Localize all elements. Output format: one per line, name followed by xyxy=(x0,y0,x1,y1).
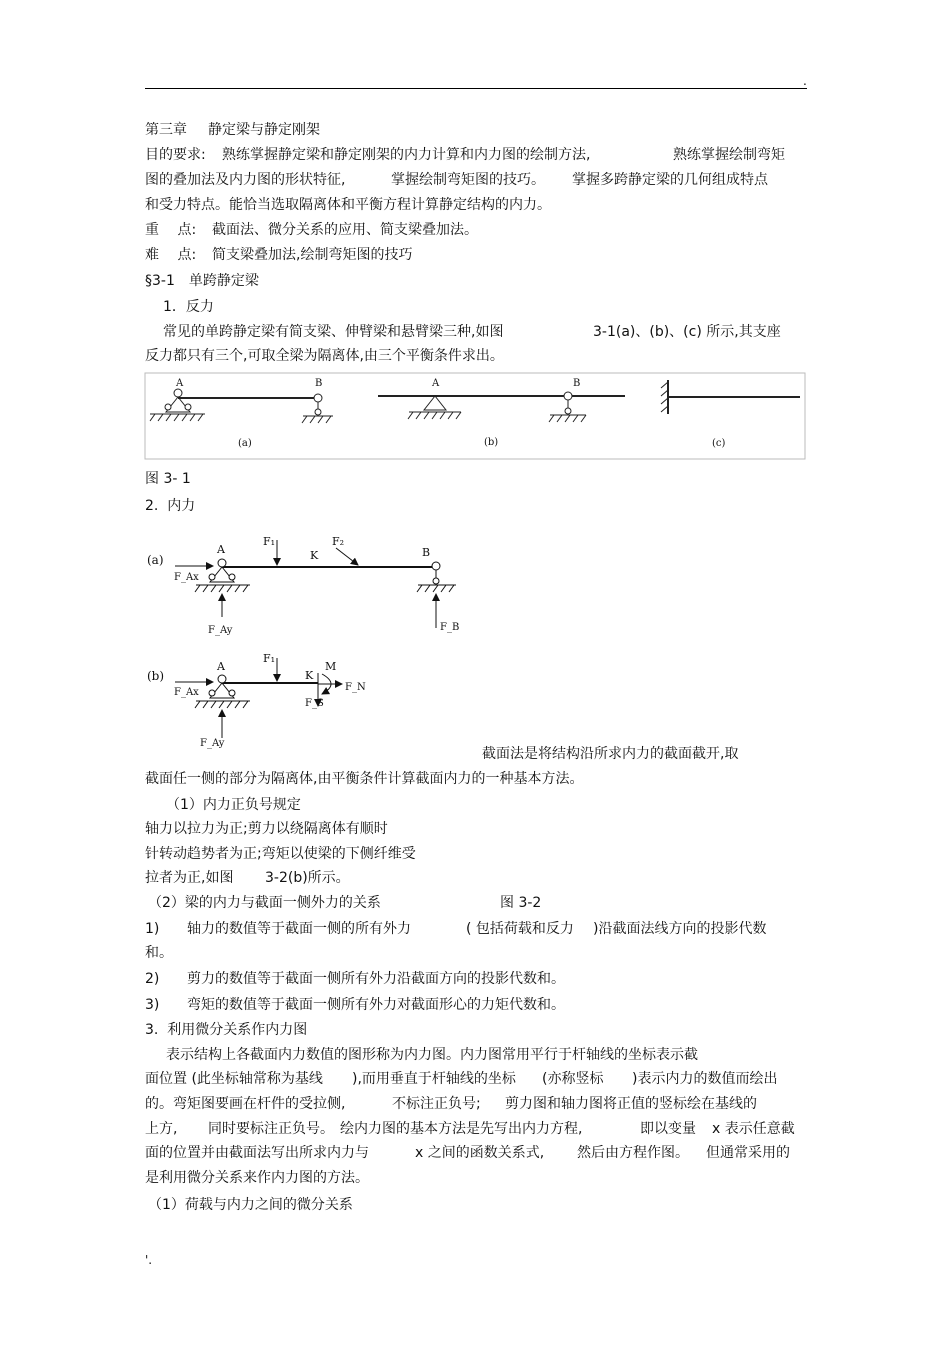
node-label: A xyxy=(432,378,440,389)
node-label: A xyxy=(217,660,225,673)
item-heading: （1）内力正负号规定 xyxy=(166,797,301,813)
objectives-text: 图的叠加法及内力图的形状特征, xyxy=(145,172,346,188)
subsection-heading: 3. 利用微分关系作内力图 xyxy=(145,1022,308,1038)
paragraph-text: )表示内力的数值而绘出 xyxy=(632,1071,778,1087)
difficult-points-text: 简支梁叠加法,绘制弯矩图的技巧 xyxy=(212,247,413,263)
chapter-number: 第三章 xyxy=(145,122,187,138)
force-label: F_N xyxy=(345,682,366,693)
key-points-label: 重 点: xyxy=(145,222,197,238)
paragraph-text: x 之间的函数关系式, xyxy=(415,1145,545,1161)
paragraph-text: 是利用微分关系来作内力图的方法。 xyxy=(145,1170,369,1186)
key-points-text: 截面法、微分关系的应用、简支梁叠加法。 xyxy=(212,222,478,238)
figure-tag: (b) xyxy=(147,669,165,683)
paragraph-text: 截面任一侧的部分为隔离体,由平衡条件计算截面内力的一种基本方法。 xyxy=(145,771,584,787)
figure-tag: (a) xyxy=(147,553,164,567)
footer-corner-mark: '. xyxy=(145,1253,153,1267)
difficult-points-label: 难 点: xyxy=(145,247,197,263)
paragraph-text: 面的位置并由截面法写出所求内力与 xyxy=(145,1145,369,1161)
list-item: ( 包括荷载和反力 xyxy=(466,921,574,937)
force-label: F_Ay xyxy=(200,738,225,749)
list-item: )沿截面法线方向的投影代数 xyxy=(593,921,767,937)
list-number: 3) xyxy=(145,997,160,1013)
objectives-label: 目的要求: xyxy=(145,147,206,163)
force-label: F_S xyxy=(305,698,324,709)
paragraph-text: 绘内力图的基本方法是先写出内力方程, xyxy=(340,1121,583,1137)
paragraph-text: 反力都只有三个,可取全梁为隔离体,由三个平衡条件求出。 xyxy=(145,348,504,364)
figure-caption: 图 3- 1 xyxy=(145,471,191,487)
subsection-heading: 2. 内力 xyxy=(145,498,196,514)
force-label: F₁ xyxy=(263,652,276,665)
section-heading: §3-1 单跨静定梁 xyxy=(145,273,259,289)
item-heading: （1）荷载与内力之间的微分关系 xyxy=(148,1197,353,1213)
objectives-text: 熟练掌握绘制弯矩 xyxy=(673,147,785,163)
paragraph-text: 3-1(a)、(b)、(c) 所示,其支座 xyxy=(593,324,781,340)
paragraph-text: 截面法是将结构沿所求内力的截面截开,取 xyxy=(482,746,739,762)
objectives-text: 熟练掌握静定梁和静定刚架的内力计算和内力图的绘制方法, xyxy=(222,147,591,163)
figure-sublabel: (a) xyxy=(238,438,252,449)
force-label: F_Ax xyxy=(174,687,199,698)
header-corner-mark: . xyxy=(803,74,807,88)
node-label: B xyxy=(315,378,323,389)
paragraph-text: 但通常采用的 xyxy=(706,1145,790,1161)
paragraph-text: x 表示任意截 xyxy=(712,1121,795,1137)
paragraph-text: 3-2(b)所示。 xyxy=(265,870,350,886)
subsection-heading: 1．反力 xyxy=(163,299,214,315)
list-item: 和。 xyxy=(145,945,173,961)
node-label: B xyxy=(422,546,431,559)
node-label: K xyxy=(305,669,314,682)
objectives-text: 和受力特点。能恰当选取隔离体和平衡方程计算静定结构的内力。 xyxy=(145,197,551,213)
paragraph-text: 剪力图和轴力图将正值的竖标绘在基线的 xyxy=(505,1096,757,1112)
figure-sublabel: (b) xyxy=(484,437,499,448)
paragraph-text: 不标注正负号; xyxy=(392,1096,481,1112)
paragraph-text: 然后由方程作图。 xyxy=(577,1145,689,1161)
list-item: 轴力的数值等于截面一侧的所有外力 xyxy=(187,921,411,937)
paragraph-text: 针转动趋势者为正;弯矩以使梁的下侧纤维受 xyxy=(145,846,416,862)
objectives-text: 掌握多跨静定梁的几何组成特点 xyxy=(572,172,768,188)
list-item: 剪力的数值等于截面一侧所有外力沿截面方向的投影代数和。 xyxy=(187,971,565,987)
paragraph-text: 的。弯矩图要画在杆件的受拉侧, xyxy=(145,1096,346,1112)
paragraph-text: 面位置 (此坐标轴常称为基线 xyxy=(145,1071,323,1087)
figure-caption: 图 3-2 xyxy=(500,895,542,911)
paragraph-text: 拉者为正,如图 xyxy=(145,870,234,886)
paragraph-text: 轴力以拉力为正;剪力以绕隔离体有顺时 xyxy=(145,821,388,837)
paragraph-text: 常见的单跨静定梁有简支梁、伸臂梁和悬臂梁三种,如图 xyxy=(163,324,504,340)
list-item: 弯矩的数值等于截面一侧所有外力对截面形心的力矩代数和。 xyxy=(187,997,565,1013)
chapter-title: 静定梁与静定刚架 xyxy=(208,122,320,138)
paragraph-text: 表示结构上各截面内力数值的图形称为内力图。内力图常用平行于杆轴线的坐标表示截 xyxy=(166,1047,698,1063)
item-heading: （2）梁的内力与截面一侧外力的关系 xyxy=(148,895,381,911)
figure-sublabel: (c) xyxy=(712,438,726,449)
paragraph-text: 上方, xyxy=(145,1121,178,1137)
paragraph-text: 同时要标注正负号。 xyxy=(208,1121,334,1137)
node-label: A xyxy=(176,378,184,389)
node-label: B xyxy=(573,378,581,389)
moment-label: M xyxy=(325,660,337,673)
force-label: F_Ax xyxy=(174,572,199,583)
list-number: 2) xyxy=(145,971,160,987)
node-label: K xyxy=(310,549,319,562)
force-label: F₂ xyxy=(332,535,345,548)
force-label: F_Ay xyxy=(208,625,233,636)
node-label: A xyxy=(217,543,225,556)
list-number: 1) xyxy=(145,921,160,937)
paragraph-text: 即以变量 xyxy=(640,1121,696,1137)
force-label: F₁ xyxy=(263,535,276,548)
paragraph-text: ),而用垂直于杆轴线的坐标 xyxy=(352,1071,516,1087)
objectives-text: 掌握绘制弯矩图的技巧。 xyxy=(391,172,545,188)
paragraph-text: (亦称竖标 xyxy=(542,1071,604,1087)
force-label: F_B xyxy=(440,622,460,633)
